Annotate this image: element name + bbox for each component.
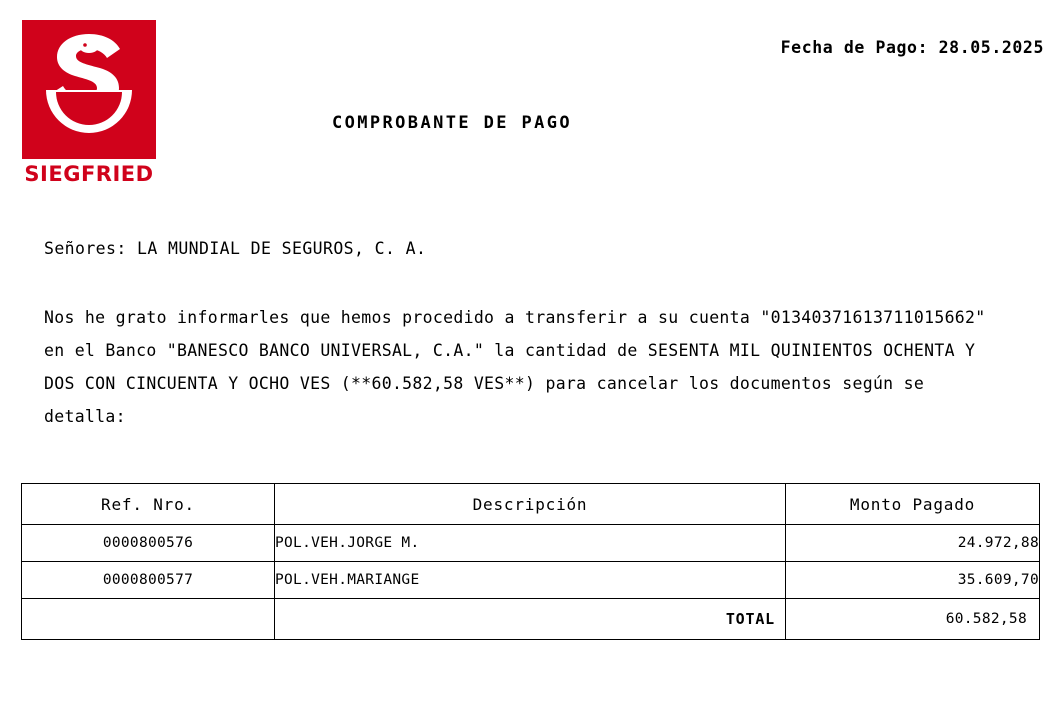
cell-ref: 0000800577 <box>22 562 275 599</box>
total-spacer <box>22 599 275 640</box>
column-header-description: Descripción <box>275 484 786 525</box>
cell-description: POL.VEH.JORGE M. <box>275 525 786 562</box>
siegfried-s-logo-icon <box>22 20 156 159</box>
cell-description: POL.VEH.MARIANGE <box>275 562 786 599</box>
detail-table-container <box>21 483 1039 640</box>
table-header-row <box>22 484 1040 525</box>
cell-ref: 0000800576 <box>22 525 275 562</box>
column-header-amount: Monto Pagado <box>786 484 1040 525</box>
body-paragraph: Nos he grato informarles que hemos procedido a transferir a su cuenta "01340371613711015662" en el Banco "BANESCO BANCO UNIVERSAL, C.A." la cantidad de SESENTA MIL QUINIENTOS OCHENTA Y DOS CON CINCUENTA Y OCHO VES (**60.582,58 VES**) para cancelar los documentos según se detalla: <box>44 308 986 426</box>
detail-table <box>21 483 1040 640</box>
total-label: TOTAL <box>275 599 786 640</box>
cell-amount: 35.609,70 <box>786 562 1040 599</box>
cell-amount: 24.972,88 <box>786 525 1040 562</box>
addressee-line: Señores: LA MUNDIAL DE SEGUROS, C. A. <box>44 239 427 258</box>
logo-wordmark: SIEGFRIED <box>24 162 154 186</box>
total-amount: 60.582,58 <box>786 599 1040 640</box>
payment-date: Fecha de Pago: 28.05.2025 <box>780 38 1044 57</box>
table-row <box>22 525 1040 562</box>
logo-red-background <box>22 20 156 159</box>
page-title: COMPROBANTE DE PAGO <box>332 113 573 133</box>
company-logo <box>22 20 156 200</box>
table-row <box>22 562 1040 599</box>
column-header-ref: Ref. Nro. <box>22 484 275 525</box>
table-total-row <box>22 599 1040 640</box>
